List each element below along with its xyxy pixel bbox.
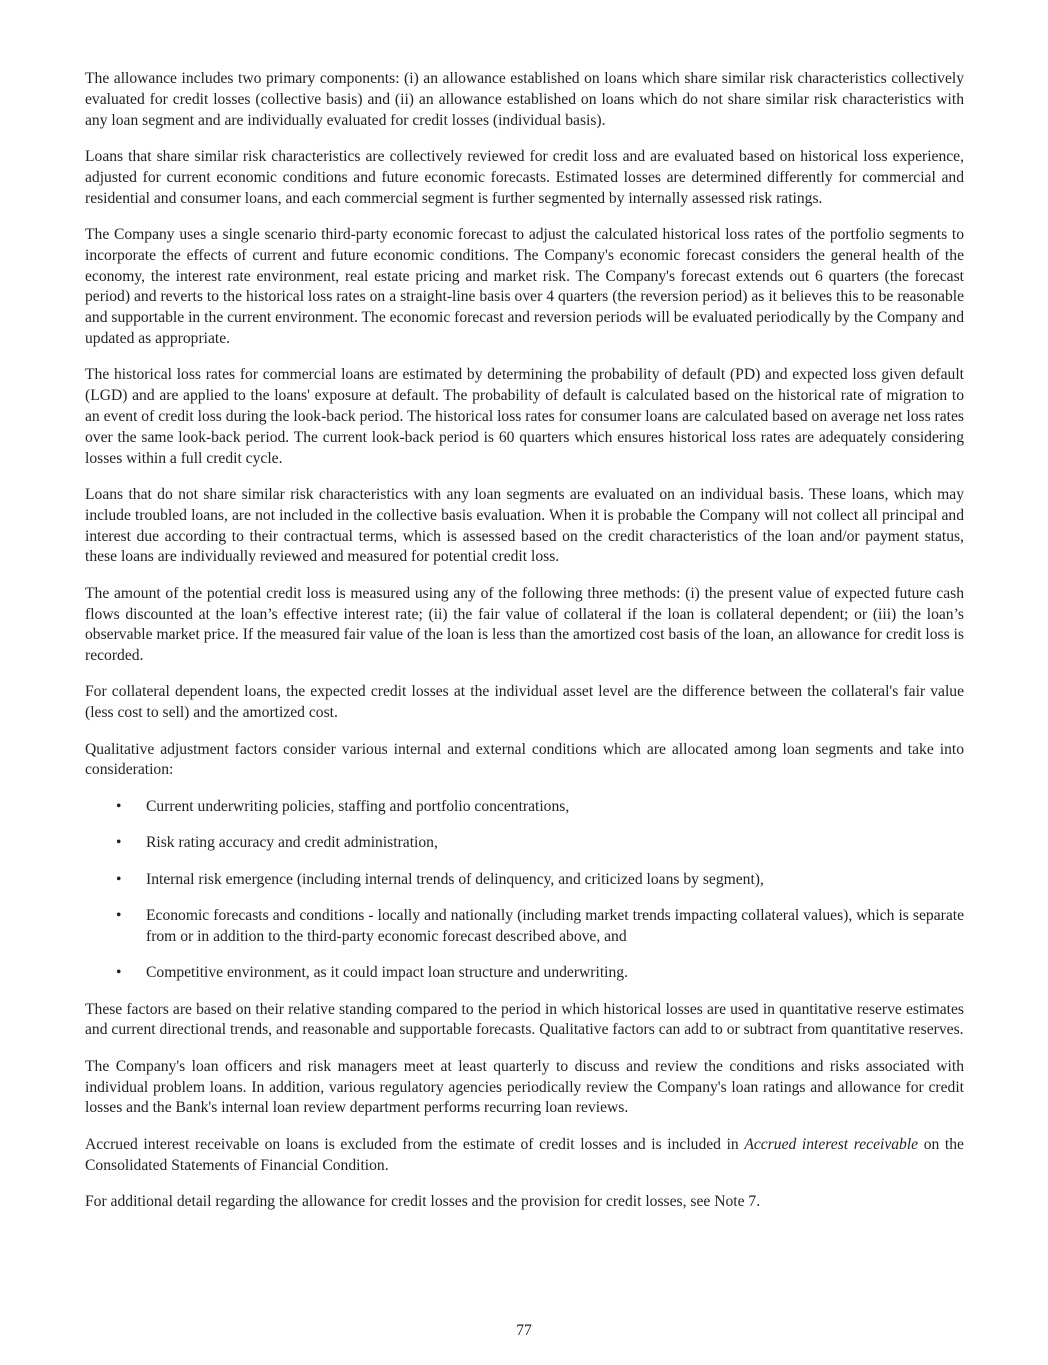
- page-number: 77: [516, 1322, 532, 1339]
- paragraph-collective-review: Loans that share similar risk characteristics are collectively reviewed for credit loss and are evaluated based on historical loss experience, adjusted for current economic conditions and future economic forecasts. Estimated losses are determined differently for commercial and residential and consumer loans, and each commercial segment is further segmented by internally assessed risk ratings.: [85, 147, 964, 207]
- paragraph-collateral-dependent: For collateral dependent loans, the expected credit losses at the individual asset level are the difference between the collateral's fair value (less cost to sell) and the amortized cost.: [85, 683, 964, 722]
- list-item: [85, 906, 964, 948]
- paragraph-accrued-interest: [85, 1135, 964, 1177]
- bullet-icon: •: [116, 870, 122, 888]
- list-item: [85, 963, 964, 984]
- bullet-icon: •: [116, 797, 122, 815]
- accrued-text-before: Accrued interest receivable on loans is excluded from the estimate of credit losses and is included in: [85, 1135, 745, 1153]
- paragraph-measurement-methods: The amount of the potential credit loss is measured using any of the following three methods: (i) the present value of expected future cash flows discounted at the loan’s effective interest rate; (ii) the fair value of collateral if the loan is collateral dependent; or (iii) the loan’s observable market price. If the measured fair value of the loan is less than the amortized cost basis of the loan, an allowance for credit loss is recorded.: [85, 584, 964, 665]
- qualitative-factors-list: [85, 797, 964, 984]
- paragraph-additional-detail: For additional detail regarding the allowance for credit losses and the provision for credit losses, see Note 7.: [85, 1192, 761, 1210]
- paragraph-economic-forecast: The Company uses a single scenario third-party economic forecast to adjust the calculated historical loss rates of the portfolio segments to incorporate the effects of current and future economic conditions. The Company's economic forecast considers the general health of the economy, the interest rate environment, real estate pricing and market risk. The Company's forecast extends out 6 quarters (the forecast period) and reverts to the historical loss rates on a straight-line basis over 4 quarters (the reversion period) as it believes this to be reasonable and supportable in the current environment. The economic forecast and reversion periods will be evaluated periodically by the Company and updated as appropriate.: [85, 225, 964, 347]
- paragraph-historical-loss-rates: The historical loss rates for commercial loans are estimated by determining the probability of default (PD) and expected loss given default (LGD) and are applied to the loans' exposure at default. The probability of default is calculated based on the historical rate of migration to an event of credit loss during the look-back period. The historical loss rates for consumer loans are calculated based on average net loss rates over the same look-back period. The current look-back period is 60 quarters which ensures historical loss rates are adequately considering losses within a full credit cycle.: [85, 366, 964, 467]
- list-item-text: Internal risk emergence (including internal trends of delinquency, and criticized loans by segment),: [146, 870, 764, 888]
- paragraph-allowance-components: The allowance includes two primary components: (i) an allowance established on loans which share similar risk characteristics collectively evaluated for credit losses (collective basis) and (ii) an allowance established on loans which do not share similar risk characteristics with any loan segment and are individually evaluated for credit losses (individual basis).: [85, 70, 964, 129]
- list-item-text: Competitive environment, as it could impact loan structure and underwriting.: [146, 964, 628, 982]
- list-item: [85, 833, 964, 854]
- paragraph-loan-officers-review: The Company's loan officers and risk managers meet at least quarterly to discuss and review the conditions and risks associated with individual problem loans. In addition, various regulatory agencies periodically review the Company's loan ratings and allowance for credit losses and the Bank's internal loan review department performs recurring loan reviews.: [85, 1057, 964, 1117]
- bullet-icon: •: [116, 907, 122, 925]
- bullet-icon: •: [116, 964, 122, 982]
- list-item-text: Economic forecasts and conditions - locally and nationally (including market trends impacting collateral values), which is separate from or in addition to the third-party economic forecast described above, and: [146, 907, 964, 945]
- paragraph-factor-standing: These factors are based on their relative standing compared to the period in which historical losses are used in quantitative reserve estimates and current directional trends, and reasonable and supportable forecasts. Qualitative factors can add to or subtract from quantitative reserves.: [85, 1000, 964, 1039]
- accrued-text-after: on the Consolidated Statements of Financial Condition.: [85, 1135, 964, 1174]
- list-item: [85, 797, 964, 818]
- accrued-interest-receivable-term: Accrued interest receivable: [744, 1135, 919, 1153]
- bullet-icon: •: [116, 834, 122, 852]
- list-item: [85, 870, 964, 891]
- document-body: [85, 69, 964, 1228]
- paragraph-qualitative-factors: Qualitative adjustment factors consider various internal and external conditions which are allocated among loan segments and take into consideration:: [85, 740, 964, 779]
- list-item-text: Current underwriting policies, staffing and portfolio concentrations,: [146, 797, 570, 815]
- paragraph-individual-basis: Loans that do not share similar risk characteristics with any loan segments are evaluated on an individual basis. These loans, which may include troubled loans, are not included in the collective basis evaluation. When it is probable the Company will not collect all principal and interest due according to their contractual terms, which is assessed based on the credit characteristics of the loan and/or payment status, these loans are individually reviewed and measured for potential credit loss.: [85, 485, 964, 566]
- list-item-text: Risk rating accuracy and credit administration,: [146, 834, 438, 852]
